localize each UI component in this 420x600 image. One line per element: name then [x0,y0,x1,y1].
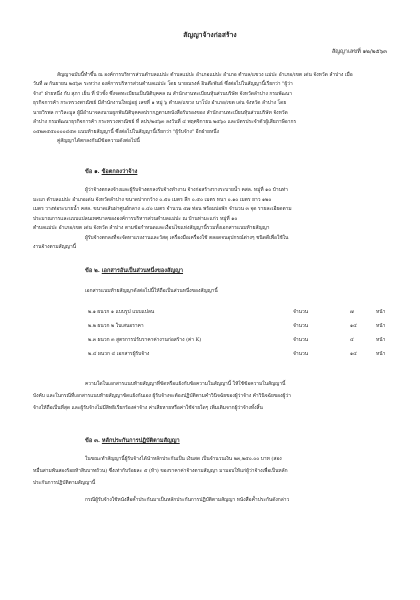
clause-1-line-3: เมตร วางท่อระบายน้ำ คสล. ขนาดเส้นผ่าศูนย์กลาง ๐.๔๐ เมตร จำนวน ๕๗ ท่อน พร้อมบ่อพัก จำนวน ๓ จุด รายละเอียดตาม [33,206,292,212]
attachment-unit: หน้า [376,323,386,329]
attachment-count-label: จำนวน [293,323,309,329]
intro-line-2: วันที่ ๗ กันยายน ๒๕๖๓ ระหว่าง องค์การบริหารส่วนตำบลแม่ปะ โดย นายณรงค์ อินต๊ะพันธ์ ซึ่งต่อไปในสัญญานี้เรียกว่า "ผู้ว่า [33,81,293,87]
attachment-list [88,308,420,364]
clause-1-line-5: ตำบลแม่ปะ อำเภอ/เขต เด่น จังหวัด ลำปาง ตามข้อกำหนดและเงื่อนไขแห่งสัญญานี้รวมทั้งเอกสารแนบท้ายสัญญา [33,225,270,231]
clause-1-line-7: งานจ้างตามสัญญานี้ [33,244,77,250]
attachment-item: ๒.๓ ผนวก ๓ สูตรการปรับราคาค่างานก่อสร้าง (ค่า K) [88,337,202,343]
intro-line-3: จ้าง" ฝ่ายหนึ่ง กับ สุภา เย็น ที่ บัวชั้ง ซึ่งจดทะเบียนเป็นนิติบุคคล ณ สำนักงานทะเบียนหุ้นส่วนบริษัท จังหวัดลำปาง กรมพัฒนา [33,91,292,97]
attachment-count: ๔ [350,337,354,343]
clause-2-number: ข้อ ๒. [85,268,100,274]
clause-2-line-2: บังคับ และในกรณีที่เอกสารแนบท้ายสัญญาขัดแย้งกันเอง ผู้รับจ้างจะต้องปฏิบัติตามคำวินิจฉัยของผู้ว่าจ้าง คำวินิจฉัยของผู้ว่า [33,393,291,399]
clause-2-line-1: ความใดในเอกสารแนบท้ายสัญญาที่ขัดหรือแย้งกับข้อความในสัญญานี้ ให้ใช้ข้อความในสัญญานี้ [85,381,286,387]
attachment-count: ๗ [350,309,354,315]
intro-line-7: ๐๕๒๓๕๕๐๐๐๐๔๕๓ แนบท้ายสัญญานี้ ซึ่งต่อไปในสัญญานี้เรียกว่า "ผู้รับจ้าง" อีกฝ่ายหนึ่ง [33,129,219,135]
attachment-item: ๒.๑ ผนวก ๑ แบบรูป แบบแปลน [88,309,155,315]
attachment-unit: หน้า [376,337,386,343]
attachment-row [88,350,420,364]
attachment-row [88,336,420,350]
clause-2-lead: เอกสารแนบท้ายสัญญาดังต่อไปนี้ให้ถือเป็นส่วนหนึ่งของสัญญานี้ [85,288,218,294]
intro-line-4: ธุรกิจการค้า กระทรวงพาณิชย์ มีสำนักงานใหญ่อยู่ เลขที่ ๑ หมู่ ๖ ตำบล/แขวง นาโป่ง อำเภอ/เขต เด่น จังหวัด ลำปาง โดย [33,100,287,106]
clause-3-line-1: ในขณะทำสัญญานี้ผู้รับจ้างได้นำหลักประกันเป็น เงินสด เป็นจำนวนเงิน ๒๓,๒๕๐.๐๐ บาท (สอง [85,456,282,462]
clause-3-heading [85,437,180,445]
contract-number: สัญญาเลขที่ ๑๒/๒๕๖๓ [331,49,387,55]
attachment-row [88,322,420,336]
clause-1-number: ข้อ ๑. [85,169,100,175]
clause-1-line-1: ผู้ว่าจ้างตกลงจ้างและผู้รับจ้างตกลงรับจ้างทำงาน จ้างก่อสร้างรางระบายน้ำ คสล. หมู่ที่ ๑๐ บ้านท่า [85,187,288,193]
attachment-count-label: จำนวน [293,309,309,315]
intro-line-5: นายวิรพล กาวิละมูล ผู้มีอำนาจลงนามผูกพันนิติบุคคลปรากฏตามหนังสือรับรองของ สำนักงานทะเบียนหุ้นส่วนบริษัท จังหวัด [33,110,288,116]
attachment-unit: หน้า [376,309,386,315]
clause-1-line-4: ประมาณการและแบบแปลนเทศบาลขององค์การบริหารส่วนตำบลแม่ปะ ณ บ้านท่ามะแก่ว หมู่ที่ ๑๐ [33,216,238,222]
clause-1-title: ข้อตกลงว่าจ้าง [101,169,138,175]
clause-1-heading [85,168,137,176]
intro-line-1: สัญญาฉบับนี้ทำขึ้น ณ องค์การบริหารส่วนตำบลแม่ปะ ตำบลแม่ปะ อำเภอแม่ปะ อำเภอ ตำบล/แขวง แม่ปะ อำเภอ/เขต เด่น จังหวัด ลำปาง เมื่อ [57,72,353,78]
attachment-count: ๑๔ [350,351,357,357]
clause-1-line-6: ผู้รับจ้างตกลงที่จะจัดหาแรงงานและวัสดุ เครื่องมือเครื่องใช้ ตลอดจนอุปกรณ์ต่างๆ ชนิดดีเพื่อใช้ใน [85,235,289,241]
attachment-item: ๒.๒ ผนวก ๒ ใบเสนอราคา [88,323,144,329]
clause-3-line-2: หมื่นสามพันสองร้อยห้าสิบบาทถ้วน) ซึ่งเท่ากับร้อยละ ๕ (ห้า) ของราคาค่าจ้างตามสัญญา มามอบให้แก่ผู้ว่าจ้างเพื่อเป็นหลัก [33,468,288,474]
attachment-count: ๑๔ [350,323,357,329]
attachment-unit: หน้า [376,351,386,357]
intro-line-6: ลำปาง กรมพัฒนาธุรกิจการค้า กระทรวงพาณิชย์ ที่ ลปร/๒๕๖๓ ลงวันที่ ๔ พฤศจิกายน ๒๕๖๐ และบัตรประจำตัวผู้เสียภาษีอากร [33,119,297,125]
clause-1-line-2: มะแก ตำบลแม่ปะ อำเภอเด่น จังหวัดลำปาง ขนาดปากกว้าง ๐.๕๐ เมตร ลึก ๐.๕๐ เมตร หนา ๐.๑๐ เมตร ยาว ๑๒๐ [33,197,272,203]
intro-line-8: คู่สัญญาได้ตกลงกันมีข้อความดังต่อไปนี้ [57,138,140,144]
clause-3-line-3: ประกันการปฏิบัติตามสัญญานี้ [33,480,96,486]
clause-2-line-3: จ้างให้ถือเป็นที่สุด และผู้รับจ้างไม่มีสิทธิเรียกร้องค่าจ้าง ค่าเสียหายหรือค่าใช้จ่ายใดๆ เพิ่มเติมจากผู้ว่าจ้างทั้งสิ้น [33,405,263,411]
attachment-row [88,308,420,322]
clause-3-line-4: กรณีผู้รับจ้างใช้หนังสือค้ำประกันมาเป็นหลักประกันการปฏิบัติตามสัญญา หนังสือค้ำประกันดังกล่าว [85,497,290,503]
attachment-count-label: จำนวน [293,351,309,357]
attachment-item: ๒.๔ ผนวก ๔ เอกสารผู้รับจ้าง [88,351,150,357]
clause-3-title: หลักประกันการปฏิบัติตามสัญญา [101,438,180,444]
attachment-count-label: จำนวน [293,337,309,343]
clause-2-title: เอกสารอันเป็นส่วนหนึ่งของสัญญา [101,268,184,274]
clause-3-number: ข้อ ๓. [85,438,100,444]
document-title: สัญญาจ้างก่อสร้าง [183,31,237,39]
clause-2-heading [85,267,183,275]
